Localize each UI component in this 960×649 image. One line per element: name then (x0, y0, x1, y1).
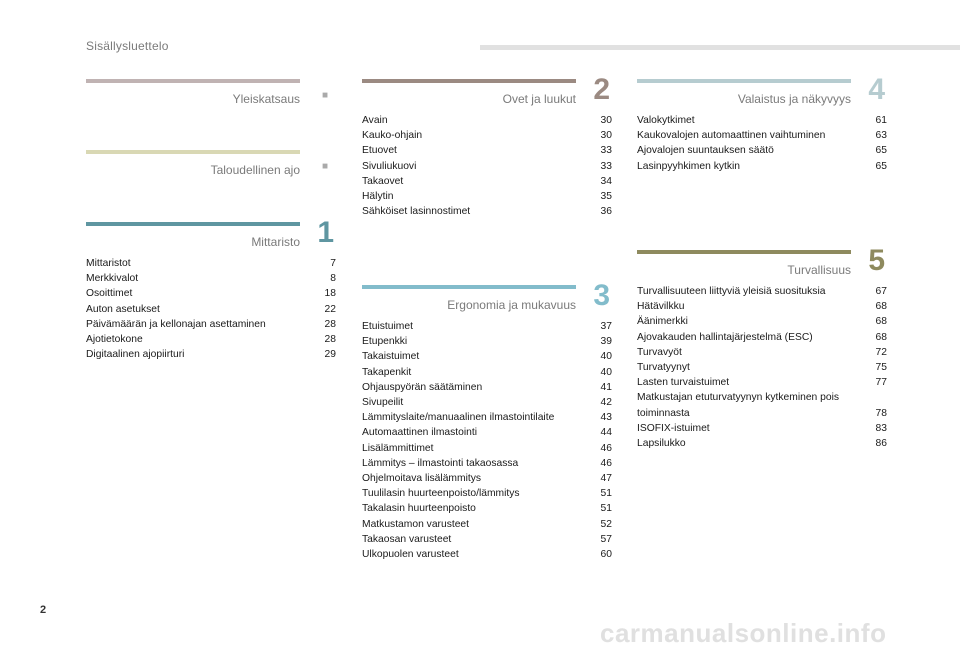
toc-entry-title: Lämmitys – ilmastointi takaosassa (362, 457, 519, 469)
toc-entry-title: Ohjelmoitava lisälämmitys (362, 473, 482, 485)
section-bar (86, 79, 300, 83)
toc-entry-title: Hätävilkku (637, 301, 685, 313)
toc-entry[interactable] (86, 302, 336, 317)
section-ergonomia-ja-mukavuus (362, 279, 612, 565)
section-title[interactable]: Mittaristo (251, 235, 300, 249)
toc-entry[interactable] (637, 113, 887, 128)
toc-entry-page: 41 (600, 381, 612, 393)
toc-entry-page: 65 (875, 160, 887, 172)
toc-entry-page: 72 (875, 346, 887, 358)
toc-entry[interactable] (86, 286, 336, 301)
section-number: 5 (868, 244, 885, 277)
toc-entry-page: 60 (600, 549, 612, 561)
toc-entry-page: 68 (875, 331, 887, 343)
section-number: 3 (593, 279, 610, 312)
toc-entry-page: 39 (600, 336, 612, 348)
section-bar (362, 285, 576, 289)
toc-entry[interactable] (362, 189, 612, 204)
toc-entry-page: 43 (600, 412, 612, 424)
toc-entry[interactable] (637, 390, 887, 420)
toc-entry-page: 67 (875, 286, 887, 297)
toc-entry[interactable] (637, 128, 887, 143)
section-bar (637, 79, 851, 83)
toc-entry-page: 33 (600, 160, 612, 172)
toc-entry-page: 40 (600, 366, 612, 378)
toc-entry-title: Etuovet (362, 145, 397, 157)
toc-entries (362, 319, 612, 562)
toc-entry-title: Takapenkit (362, 366, 412, 378)
toc-entry[interactable] (362, 349, 612, 364)
section-bar (362, 79, 576, 83)
toc-entry-page: 61 (875, 115, 887, 126)
toc-entry-title: Valokytkimet (637, 115, 695, 126)
toc-entry-title: Mittaristot (86, 258, 131, 269)
section-bar (86, 150, 300, 154)
toc-entry[interactable] (362, 113, 612, 128)
section-bar (86, 222, 300, 226)
toc-entry-title: Lasten turvaistuimet (637, 377, 730, 389)
toc-entry-page: 30 (600, 115, 612, 126)
toc-entry[interactable] (637, 330, 887, 345)
toc-entry[interactable] (637, 284, 887, 299)
toc-entry[interactable] (362, 471, 612, 486)
section-title[interactable]: Turvallisuus (787, 263, 851, 277)
toc-entry-page: 47 (600, 473, 612, 485)
toc-entry[interactable] (362, 425, 612, 440)
toc-entry[interactable] (362, 128, 612, 143)
toc-entry-title: Lapsilukko (637, 438, 686, 450)
toc-entry-title: Ajotietokone (86, 334, 143, 346)
toc-entry-page: 77 (875, 377, 887, 389)
toc-entry[interactable] (362, 410, 612, 425)
toc-entry-title: Sivuliukuovi (362, 160, 417, 172)
toc-entry[interactable] (637, 375, 887, 390)
toc-entry-title: Takaistuimet (362, 351, 420, 363)
toc-entry[interactable] (637, 299, 887, 314)
section-title[interactable]: Yleiskatsaus (232, 92, 300, 106)
section-valaistus-ja-nakyvyys (637, 73, 887, 189)
toc-entries (86, 256, 336, 362)
toc-entry-title: Turvavyöt (637, 346, 682, 358)
toc-entry[interactable] (362, 486, 612, 501)
section-title[interactable]: Valaistus ja näkyvyys (737, 92, 851, 106)
toc-entry-title: Takaosan varusteet (362, 533, 452, 545)
toc-entry[interactable] (637, 314, 887, 329)
toc-entry-page: 40 (600, 351, 612, 363)
section-number: 4 (868, 73, 885, 106)
section-title[interactable]: Ovet ja luukut (502, 92, 576, 106)
toc-entry[interactable] (362, 380, 612, 395)
toc-entries (637, 284, 887, 451)
toc-entry-page: 42 (600, 397, 612, 409)
toc-entry-title: Osoittimet (86, 288, 133, 300)
toc-entry[interactable] (86, 317, 336, 332)
section-ovet-ja-luukut (362, 73, 612, 219)
toc-entry-title: Sähköiset lasinnostimet (362, 206, 471, 218)
toc-entry-page: 65 (875, 145, 887, 157)
toc-entry[interactable] (86, 256, 336, 271)
toc-entry-page: 22 (324, 303, 336, 315)
toc-entry-page: 51 (600, 488, 612, 500)
toc-entry-title: ISOFIX-istuimet (637, 422, 710, 434)
toc-entry-title: Lisälämmittimet (362, 442, 434, 454)
toc-entry-page: 30 (600, 130, 612, 142)
toc-entry[interactable] (86, 347, 336, 362)
section-title[interactable]: Taloudellinen ajo (210, 163, 300, 177)
toc-entry-title: Turvallisuuteen liittyviä yleisiä suosituksia (637, 286, 826, 297)
toc-entry-title: Takaovet (362, 175, 404, 187)
toc-entry-title: Ohjauspyörän säätäminen (362, 381, 483, 393)
toc-entry[interactable] (362, 319, 612, 334)
toc-entry-title: Auton asetukset (86, 303, 160, 315)
toc-entry-title: Ajovalojen suuntauksen säätö (637, 145, 774, 157)
section-mittaristo (86, 216, 336, 372)
toc-entry-page: 18 (324, 288, 336, 300)
toc-entry[interactable] (362, 204, 612, 219)
toc-entry-page: 57 (600, 533, 612, 545)
section-bar (637, 250, 851, 254)
toc-entry[interactable] (362, 334, 612, 349)
toc-entry-page: 68 (875, 316, 887, 328)
toc-entry-title: Matkustamon varusteet (362, 518, 470, 530)
toc-entry[interactable] (362, 547, 612, 562)
toc-entry-title: Lämmityslaite/manuaalinen ilmastointilaite (362, 412, 555, 424)
toc-entry-title: Etupenkki (362, 336, 408, 348)
toc-entry-page: 51 (600, 503, 612, 515)
toc-entry[interactable] (362, 159, 612, 174)
toc-entry-title: Äänimerkki (637, 316, 688, 328)
toc-entry-page: 8 (330, 273, 336, 285)
toc-entry-title: Lasinpyyhkimen kytkin (637, 160, 741, 172)
toc-entry-title: Turvatyynyt (637, 362, 690, 374)
toc-entry[interactable] (86, 332, 336, 347)
toc-entry[interactable] (362, 174, 612, 189)
toc-entry-page: 46 (600, 442, 612, 454)
toc-entry-page: 78 (875, 407, 887, 419)
toc-entry[interactable] (362, 532, 612, 547)
toc-entry[interactable] (362, 517, 612, 532)
toc-entries (637, 113, 887, 174)
section-number: 1 (317, 216, 334, 249)
toc-entry[interactable] (362, 456, 612, 471)
toc-entry-page: 63 (875, 130, 887, 142)
toc-entry-page: 35 (600, 191, 612, 203)
toc-entry-title: Hälytin (362, 191, 394, 203)
section-marker-icon: ■ (321, 90, 329, 101)
toc-entry-title: Kaukovalojen automaattinen vaihtuminen (637, 130, 826, 142)
toc-entry-page: 52 (600, 518, 612, 530)
toc-entry-page: 36 (600, 206, 612, 218)
toc-entry[interactable] (637, 159, 887, 174)
toc-entry-page: 7 (330, 258, 336, 269)
toc-entry[interactable] (637, 421, 887, 436)
page-number: 2 (40, 604, 47, 616)
toc-entry-page: 86 (875, 438, 887, 450)
toc-entry[interactable] (362, 501, 612, 516)
toc-entry-page: 28 (324, 318, 336, 330)
section-turvallisuus (637, 244, 887, 460)
toc-entry-page: 46 (600, 457, 612, 469)
section-number: 2 (593, 73, 610, 106)
toc-entry-title: Takalasin huurteenpoisto (362, 503, 476, 515)
toc-entry-page: 44 (600, 427, 612, 439)
toc-entry-title: Ajovakauden hallintajärjestelmä (ESC) (637, 331, 813, 343)
toc-entries (362, 113, 612, 219)
toc-entry-page: 75 (875, 362, 887, 374)
toc-entry[interactable] (637, 345, 887, 360)
toc-entry[interactable] (637, 436, 887, 451)
section-yleiskatsaus (86, 79, 336, 109)
toc-entry-title: Matkustajan etuturvatyynyn kytkeminen pois toiminnasta (637, 392, 840, 419)
watermark-text: carmanualsonline.info (600, 618, 887, 648)
toc-entry[interactable] (362, 441, 612, 456)
toc-entry-title: Automaattinen ilmastointi (362, 427, 478, 439)
toc-entry-title: Päivämäärän ja kellonajan asettaminen (86, 318, 266, 330)
toc-entry[interactable] (362, 143, 612, 158)
toc-entry-page: 29 (324, 349, 336, 361)
toc-entry-page: 34 (600, 175, 612, 187)
toc-entry-title: Etuistuimet (362, 321, 413, 332)
toc-entry[interactable] (362, 395, 612, 410)
toc-entry-title: Kauko-ohjain (362, 130, 423, 142)
toc-entry-title: Tuulilasin huurteenpoisto/lämmitys (362, 488, 520, 500)
toc-entry[interactable] (637, 143, 887, 158)
toc-entry[interactable] (637, 360, 887, 375)
toc-entry-title: Digitaalinen ajopiirturi (86, 349, 185, 361)
toc-entry[interactable] (86, 271, 336, 286)
page-header-title: Sisällysluettelo (86, 39, 169, 53)
toc-entry-page: 33 (600, 145, 612, 157)
section-title[interactable]: Ergonomia ja mukavuus (447, 298, 576, 312)
section-taloudellinen-ajo (86, 150, 336, 180)
section-marker-icon: ■ (321, 161, 329, 172)
toc-entry-title: Merkkivalot (86, 273, 139, 285)
header-bar (480, 45, 960, 50)
toc-entry[interactable] (362, 365, 612, 380)
toc-entry-page: 68 (875, 301, 887, 313)
toc-entry-title: Avain (362, 115, 388, 126)
toc-entry-page: 37 (600, 321, 612, 332)
toc-entry-title: Ulkopuolen varusteet (362, 549, 459, 561)
toc-entry-title: Sivupeilit (362, 397, 404, 409)
toc-entry-page: 28 (324, 334, 336, 346)
toc-entry-page: 83 (875, 422, 887, 434)
